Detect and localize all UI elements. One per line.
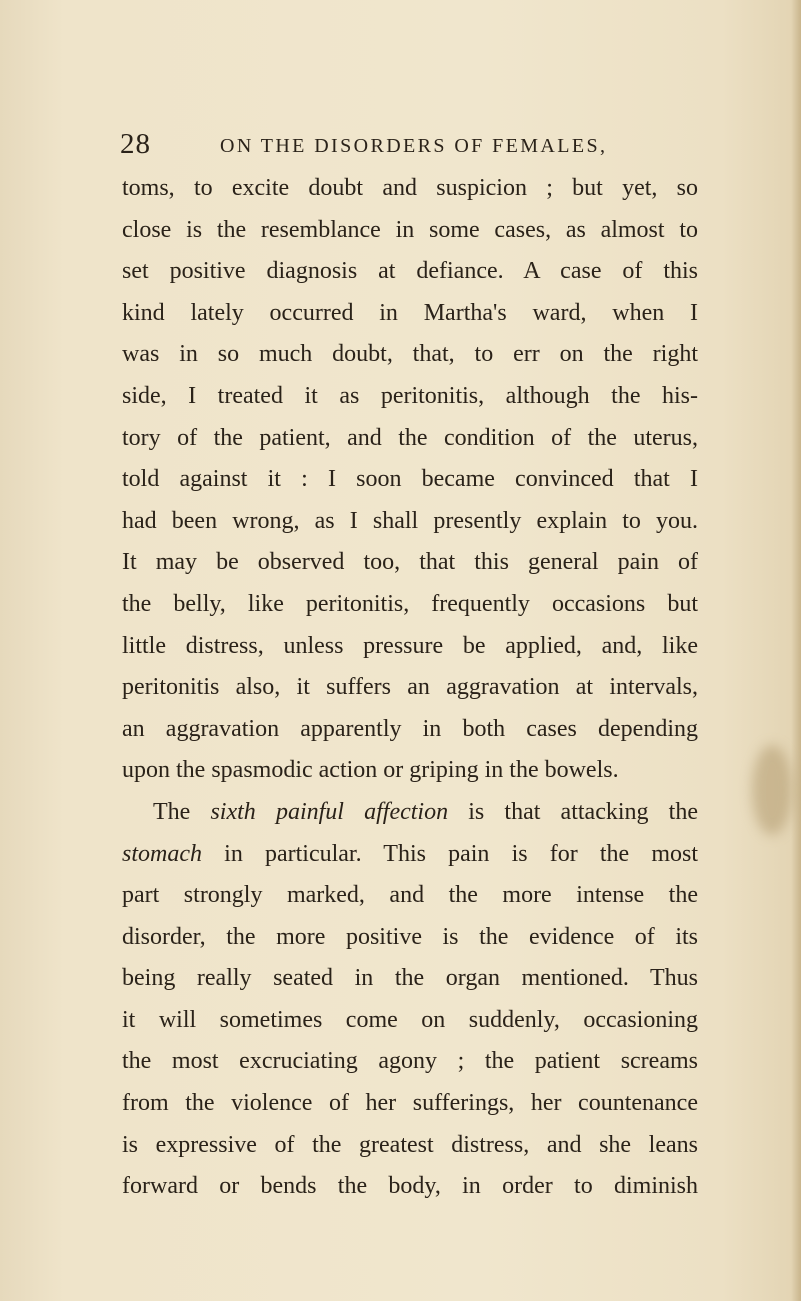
text-line: upon the spasmodic action or griping in the bowels. — [122, 757, 619, 784]
body-text — [122, 168, 698, 1208]
text-line: side, I treated it as peritonitis, although the his- — [122, 382, 698, 409]
text-line: peritonitis also, it suffers an aggravation at intervals, — [122, 674, 698, 701]
text-line: forward or bends the body, in order to diminish — [122, 1173, 698, 1200]
text-line: disorder, the more positive is the evidence of its — [122, 923, 698, 950]
italic-phrase: sixth painful affection — [210, 798, 449, 825]
text-line: it will sometimes come on suddenly, occasioning — [122, 1006, 698, 1033]
page-number: 28 — [120, 128, 151, 160]
foxing-stain — [752, 745, 792, 835]
text-line: set positive diagnosis at defiance. A case of this — [122, 258, 698, 285]
text-line: tory of the patient, and the condition of the uterus, — [122, 424, 698, 451]
running-title: ON THE DISORDERS OF FEMALES, — [220, 135, 608, 157]
text-line: kind lately occurred in Martha's ward, when I — [122, 299, 698, 326]
page-header — [120, 128, 740, 168]
text-line — [122, 834, 698, 876]
text-fragment: The — [153, 798, 211, 825]
text-line: the most excruciating agony ; the patient screams — [122, 1048, 698, 1075]
text-line: part strongly marked, and the more intense the — [122, 882, 698, 909]
text-line: close is the resemblance in some cases, as almost to — [122, 216, 698, 243]
italic-word: stomach — [122, 840, 202, 867]
text-line: being really seated in the organ mentioned. Thus — [122, 965, 698, 992]
text-line: little distress, unless pressure be applied, and, like — [122, 632, 698, 659]
text-line: had been wrong, as I shall presently explain to you. — [122, 507, 698, 534]
text-line: told against it : I soon became convinced that I — [122, 466, 698, 493]
paragraph-first-line — [122, 792, 698, 834]
text-line: an aggravation apparently in both cases depending — [122, 715, 698, 742]
text-fragment: in particular. This pain is for the most — [202, 840, 698, 867]
text-line: is expressive of the greatest distress, and she leans — [122, 1131, 698, 1158]
text-line: It may be observed too, that this general pain of — [122, 549, 698, 576]
text-line: toms, to excite doubt and suspicion ; but yet, so — [122, 175, 698, 201]
text-line: from the violence of her sufferings, her countenance — [122, 1090, 698, 1117]
text-line: was in so much doubt, that, to err on the right — [122, 341, 698, 368]
text-line: the belly, like peritonitis, frequently occasions but — [122, 590, 698, 617]
text-fragment: is that attacking the — [448, 798, 698, 825]
page-edge-shadow — [791, 0, 801, 1301]
